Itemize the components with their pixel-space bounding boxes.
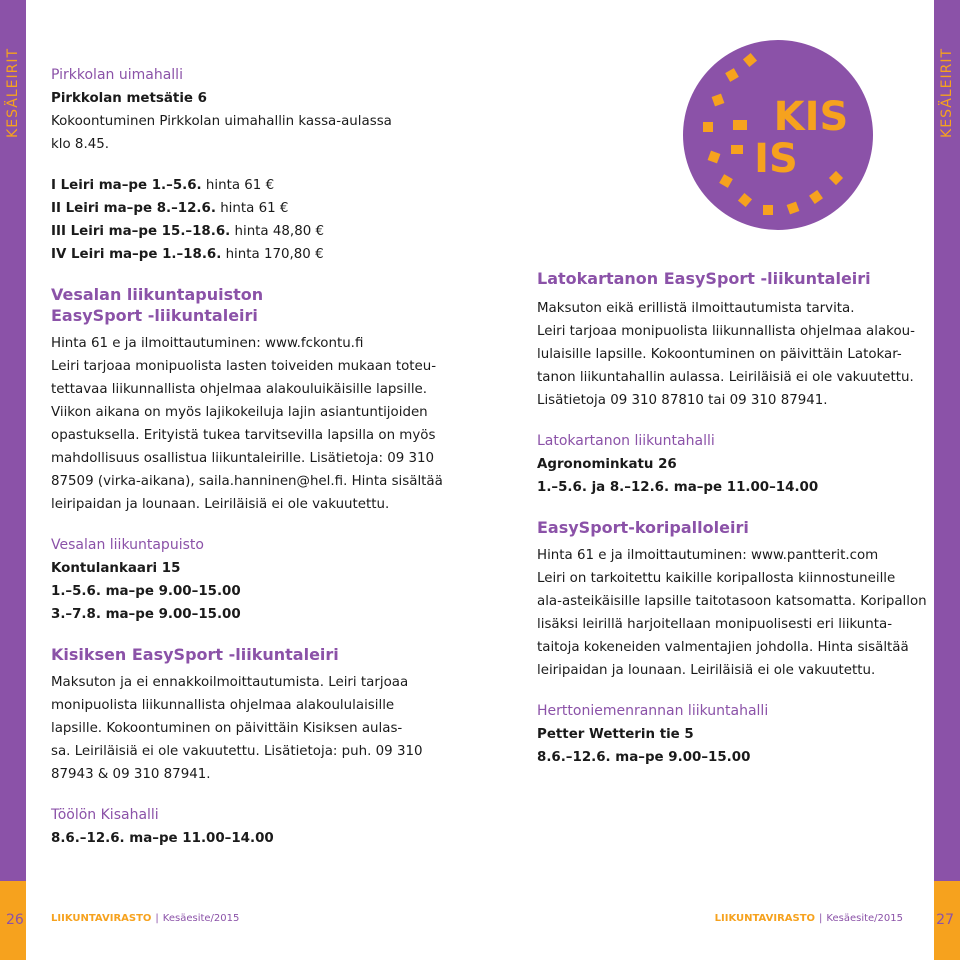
herttoniemi-line: Petter Wetterin tie 5 bbox=[537, 727, 694, 742]
footer-text-left bbox=[51, 913, 239, 924]
footer-publication: Kesäesite/2015 bbox=[162, 913, 240, 924]
kisis-section bbox=[51, 644, 481, 786]
koripallo-line: ala-asteikäisille lapsille taitotasoon katsomatta. Koripallon bbox=[537, 594, 927, 609]
camp-item bbox=[51, 243, 481, 266]
camp-label: IV Leiri ma–pe 1.–18.6. bbox=[51, 247, 222, 262]
kisis-line: lapsille. Kokoontuminen on päivittäin Kisiksen aulas- bbox=[51, 721, 403, 736]
pirkkola-line: Kokoontuminen Pirkkolan uimahallin kassa-aulassa bbox=[51, 114, 392, 129]
latokartano-info-section bbox=[537, 430, 927, 499]
camp-list bbox=[51, 174, 481, 266]
vesala-line: Leiri tarjoaa monipuolista lasten toiveiden mukaan toteu- bbox=[51, 359, 437, 374]
latokartano-line: Maksuton eikä erillistä ilmoittautumista tarvita. bbox=[537, 301, 855, 316]
koripallo-heading: EasySport-koripalloleiri bbox=[537, 518, 749, 537]
vesala-info-line: 1.–5.6. ma–pe 9.00–15.00 bbox=[51, 584, 241, 599]
camp-price: hinta 48,80 € bbox=[230, 224, 325, 239]
footer-text-right bbox=[715, 913, 903, 924]
kisis-line: 87943 & 09 310 87941. bbox=[51, 767, 211, 782]
vesala-line: tettavaa liikunnallista ohjelmaa alakouluikäisille lapsille. bbox=[51, 382, 428, 397]
left-side-label: KESÄLEIRIT bbox=[5, 48, 21, 138]
kisis-logo bbox=[683, 40, 873, 230]
left-side-label-wrap bbox=[0, 0, 26, 881]
latokartano-info-line: 1.–5.6. ja 8.–12.6. ma–pe 11.00–14.00 bbox=[537, 480, 819, 495]
camp-price: hinta 170,80 € bbox=[221, 247, 324, 262]
vesala-line: 87509 (virka-aikana), saila.hanninen@hel.fi. Hinta sisältää bbox=[51, 474, 443, 489]
camp-item bbox=[51, 197, 481, 220]
herttoniemi-section bbox=[537, 700, 927, 769]
camp-price: hinta 61 € bbox=[201, 178, 275, 193]
footer-separator: | bbox=[155, 913, 159, 924]
camp-price: hinta 61 € bbox=[215, 201, 289, 216]
logo-line2: IS bbox=[754, 136, 798, 182]
toolo-line: 8.6.–12.6. ma–pe 11.00–14.00 bbox=[51, 831, 274, 846]
latokartano-section bbox=[537, 268, 927, 412]
vesala-info-section bbox=[51, 534, 481, 626]
right-side-bar bbox=[934, 0, 960, 881]
page-number-right: 27 bbox=[936, 912, 954, 928]
toolo-venue: Töölön Kisahalli bbox=[51, 807, 159, 823]
vesala-info-line: Kontulankaari 15 bbox=[51, 561, 181, 576]
latokartano-line: Leiri tarjoaa monipuolista liikunnallista ohjelmaa alakou- bbox=[537, 324, 915, 339]
vesala-line: opastuksella. Erityistä tukea tarvitsevilla lapsilla on myös bbox=[51, 428, 436, 443]
footer-brand: LIIKUNTAVIRASTO bbox=[714, 913, 816, 924]
latokartano-line: tanon liikuntahallin aulassa. Leiriläisiä ei ole vakuutettu. bbox=[537, 370, 914, 385]
vesala-line: Hinta 61 e ja ilmoittautuminen: www.fckontu.fi bbox=[51, 336, 364, 351]
toolo-section bbox=[51, 804, 481, 850]
vesala-heading: EasySport -liikuntaleiri bbox=[51, 306, 258, 325]
camp-item bbox=[51, 174, 481, 197]
vesala-info-line: 3.–7.8. ma–pe 9.00–15.00 bbox=[51, 607, 241, 622]
latokartano-line: Lisätietoja 09 310 87810 tai 09 310 87941. bbox=[537, 393, 828, 408]
vesala-line: Viikon aikana on myös lajikokeiluja lajin asiantuntijoiden bbox=[51, 405, 428, 420]
camp-item bbox=[51, 220, 481, 243]
kisis-line: Maksuton ja ei ennakkoilmoittautumista. Leiri tarjoaa bbox=[51, 675, 409, 690]
footer-separator: | bbox=[819, 913, 823, 924]
pirkkola-section bbox=[51, 64, 481, 156]
vesala-line: mahdollisuus osallistua liikuntaleirille. Lisätietoja: 09 310 bbox=[51, 451, 435, 466]
camp-label: I Leiri ma–pe 1.–5.6. bbox=[51, 178, 202, 193]
vesala-info-venue: Vesalan liikuntapuisto bbox=[51, 537, 204, 553]
right-side-label-wrap bbox=[934, 0, 960, 881]
pirkkola-address: Pirkkolan metsätie 6 bbox=[51, 91, 207, 106]
vesala-section bbox=[51, 284, 481, 516]
page-number-left: 26 bbox=[6, 912, 24, 928]
right-column bbox=[537, 268, 927, 787]
pirkkola-line: klo 8.45. bbox=[51, 137, 109, 152]
koripallo-line: taitoja kokeneiden valmentajien johdolla. Hinta sisältää bbox=[537, 640, 909, 655]
koripallo-line: Leiri on tarkoitettu kaikille koripallosta kiinnostuneille bbox=[537, 571, 896, 586]
kisis-line: monipuolista liikunnallista ohjelmaa alakoululaisille bbox=[51, 698, 395, 713]
koripallo-section bbox=[537, 517, 927, 682]
footer-publication: Kesäesite/2015 bbox=[826, 913, 903, 924]
kisis-heading: Kisiksen EasySport -liikuntaleiri bbox=[51, 645, 339, 664]
camp-label: III Leiri ma–pe 15.–18.6. bbox=[51, 224, 231, 239]
footer-brand: LIIKUNTAVIRASTO bbox=[51, 913, 152, 924]
herttoniemi-venue: Herttoniemenrannan liikuntahalli bbox=[537, 703, 769, 719]
latokartano-heading: Latokartanon EasySport -liikuntaleiri bbox=[537, 269, 871, 288]
herttoniemi-line: 8.6.–12.6. ma–pe 9.00–15.00 bbox=[537, 750, 751, 765]
koripallo-line: lisäksi leirillä harjoitellaan monipuolisesti eri liikunta- bbox=[537, 617, 893, 632]
logo-line1: KIS bbox=[773, 94, 849, 140]
kisis-line: sa. Leiriläisiä ei ole vakuutettu. Lisätietoja: puh. 09 310 bbox=[51, 744, 423, 759]
camp-label: II Leiri ma–pe 8.–12.6. bbox=[51, 201, 216, 216]
latokartano-line: lulaisille lapsille. Kokoontuminen on päivittäin Latokar- bbox=[537, 347, 902, 362]
latokartano-info-venue: Latokartanon liikuntahalli bbox=[537, 433, 715, 449]
koripallo-line: leiripaidan ja lounaan. Leiriläisiä ei ole vakuutettu. bbox=[537, 663, 876, 678]
latokartano-info-line: Agronominkatu 26 bbox=[537, 457, 677, 472]
koripallo-line: Hinta 61 e ja ilmoittautuminen: www.pantterit.com bbox=[537, 548, 879, 563]
vesala-line: leiripaidan ja lounaan. Leiriläisiä ei ole vakuutettu. bbox=[51, 497, 390, 512]
left-side-bar bbox=[0, 0, 26, 881]
right-side-label: KESÄLEIRIT bbox=[939, 48, 955, 138]
pirkkola-venue: Pirkkolan uimahalli bbox=[51, 67, 183, 83]
left-column bbox=[51, 64, 481, 868]
vesala-heading: Vesalan liikuntapuiston bbox=[51, 285, 264, 304]
